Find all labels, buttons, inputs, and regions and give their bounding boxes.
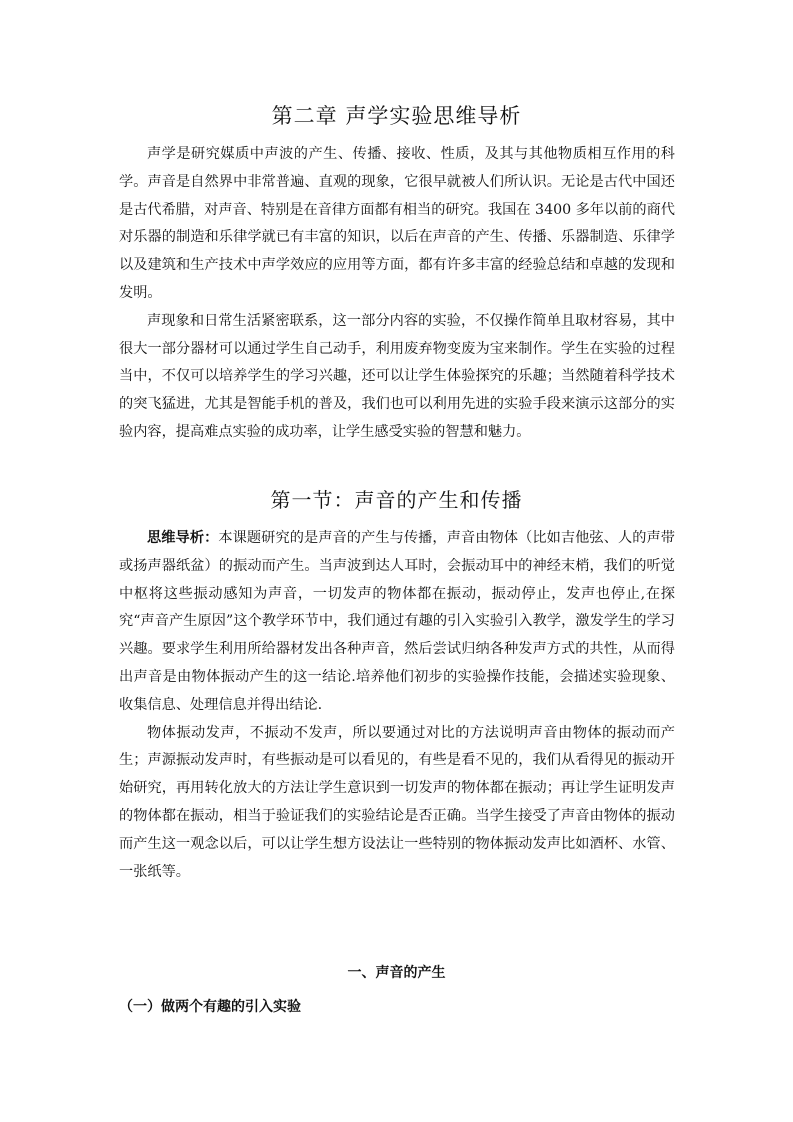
section-title: 第一节：声音的产生和传播 — [270, 488, 523, 512]
lead-text: 本课题研究的是声音的产生与传播，声音由物体（比如吉他弦、人的声带或扬声器纸盆）的振动而产生。当声波到达人耳时，会振动耳中的神经末梢，我们的听觉中枢将这些振动感知为声音，一切发声的物体都在振动，振动停止，发声也停止,在探究“声音产生原因”这个教学环节中，我们通过有趣的引入实验引入教学，激发学生的学习兴趣。要求学生利用所给器材发出各种声音，然后尝试归纳各种发声方式的共性，从而得出声音是由物体振动产生的这一结论.培养他们初步的实验操作技能，会描述实验现象、收集信息、处理信息并得出结论. — [119, 530, 675, 713]
section-paragraph: 物体振动发声，不振动不发声，所以要通过对比的方法说明声音由物体的振动而产生；声源振动发声时，有些振动是可以看见的，有些是看不见的，我们从看得见的振动开始研究，再用转化放大的方法让学生意识到一切发声的物体都在振动；再让学生证明发声的物体都在振动，相当于验证我们的实验结论是否正确。当学生接受了声音由物体的振动而产生这一观念以后，可以让学生想方设法让一些特别的物体振动发声比如酒杯、水管、一张纸等。 — [119, 724, 675, 880]
chapter-paragraph: 声现象和日常生活紧密联系，这一部分内容的实验，不仅操作简单且取材容易，其中很大一部分器材可以通过学生自己动手，利用废弃物变废为宝来制作。学生在实验的过程当中，不仅可以培养学生的学习兴趣，还可以让学生体验探究的乐趣；当然随着科学技术的突飞猛进，尤其是智能手机的普及，我们也可以利用先进的实验手段来演示这部分的实验内容，提高难点实验的成功率，让学生感受实验的智慧和魅力。 — [119, 312, 675, 440]
chapter-paragraph: 声学是研究媒质中声波的产生、传播、接收、性质，及其与其他物质相互作用的科学。声音是自然界中非常普遍、直观的现象，它很早就被人们所认识。无论是古代中国还是古代希腊，对声音、特别是在音律方面都有相当的研究。我国在 3400 多年以前的商代对乐器的制造和乐律学就已有丰富的知识，以后在声音的产生、传播、乐器制造、乐律学以及建筑和生产技术中声学效应的应用等方面，都有许多丰富的经验总结和卓越的发现和发明。 — [119, 146, 675, 301]
chapter-title: 第二章 声学实验思维导析 — [271, 104, 522, 128]
lead-label: 思维导析： — [147, 530, 219, 546]
section-body — [119, 525, 675, 886]
subsection-item-title: （一）做两个有趣的引入实验 — [119, 999, 301, 1015]
subsection-title: 一、声音的产生 — [347, 965, 446, 981]
chapter-intro — [119, 141, 675, 447]
section-lead-paragraph — [119, 525, 675, 720]
